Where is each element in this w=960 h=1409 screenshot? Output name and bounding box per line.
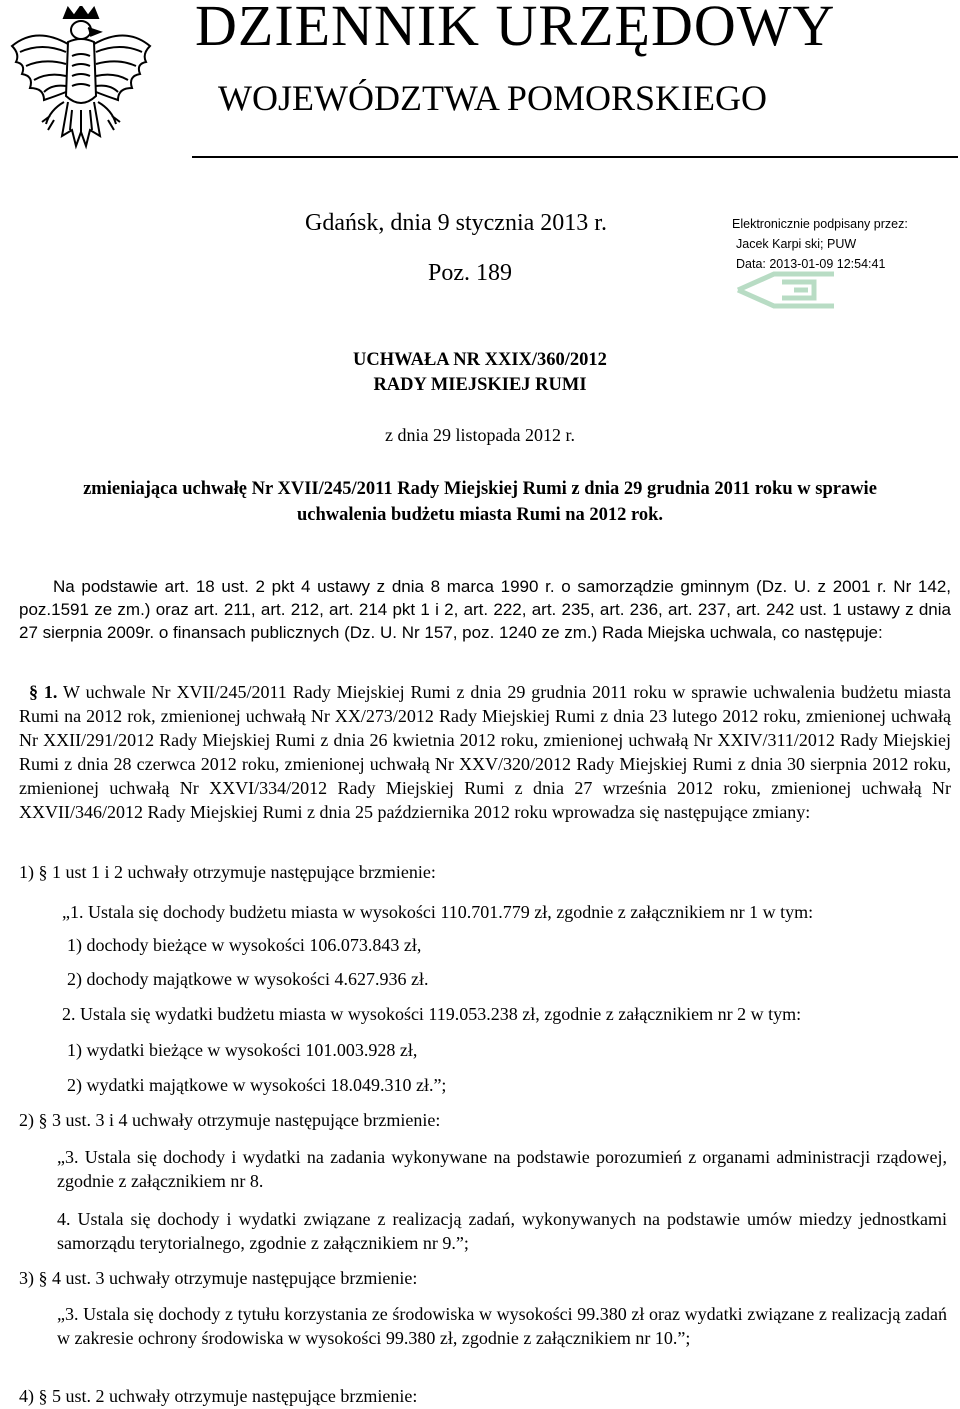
resolution-subject-line-1: zmieniająca uchwałę Nr XVII/245/2011 Rady Miejskiej Rumi z dnia 29 grudnia 2011 roku w sprawie: [83, 479, 877, 499]
publication-date: Gdańsk, dnia 9 stycznia 2013 r.: [305, 210, 607, 236]
change-2-item-b: 2) wydatki majątkowe w wysokości 18.049.310 zł.”;: [67, 1075, 447, 1095]
section-1: [19, 680, 951, 824]
change-2-paragraph-4: 4. Ustala się dochody i wydatki związane z realizacją zadań, wykonywanych na podstawie umów miedzy jednostkami samorządu terytorialnego, zgodnie z załącznikiem nr 9.”;: [57, 1209, 947, 1253]
signature-label: Elektronicznie podpisany przez:: [732, 217, 908, 231]
change-1-item-b: 2) dochody majątkowe w wysokości 4.627.936 zł.: [67, 969, 429, 989]
electronic-signature: [732, 214, 952, 274]
position-number: Poz. 189: [428, 260, 512, 286]
change-2: 2) § 3 ust. 3 i 4 uchwały otrzymuje następujące brzmienie:: [19, 1110, 441, 1130]
resolution-subject-line-2: uchwalenia budżetu miasta Rumi na 2012 rok.: [296, 505, 664, 525]
section-1-lead: § 1.: [29, 682, 58, 702]
change-4: 4) § 5 ust. 2 uchwały otrzymuje następujące brzmienie:: [19, 1386, 418, 1406]
change-1-paragraph-1: „1. Ustala się dochody budżetu miasta w wysokości 110.701.779 zł, zgodnie z załącznikiem nr 1 w tym:: [62, 902, 814, 922]
resolution-issuer: RADY MIEJSKIEJ RUMI: [373, 375, 587, 395]
journal-title: DZIENNIK URZĘDOWY: [195, 0, 836, 58]
signature-signer: Jacek Karpi ski; PUW: [736, 237, 857, 251]
change-2-item-a: 1) wydatki bieżące w wysokości 101.003.928 zł,: [67, 1040, 418, 1060]
resolution-number: UCHWAŁA NR XXIX/360/2012: [353, 350, 607, 370]
header-rule: [192, 156, 958, 158]
change-1: 1) § 1 ust 1 i 2 uchwały otrzymuje następujące brzmienie:: [19, 862, 436, 882]
change-3-paragraph-3: „3. Ustala się dochody z tytułu korzystania ze środowiska w wysokości 99.380 zł oraz wydatki związane z realizacją zadań w zakresie ochrony środowiska w wysokości 99.380 zł, zgodnie z załącznikiem nr 10.”;: [57, 1304, 947, 1348]
section-1-text: W uchwale Nr XVII/245/2011 Rady Miejskiej Rumi z dnia 29 grudnia 2011 roku w sprawie uchwalenia budżetu miasta Rumi na 2012 rok, zmienionej uchwałą Nr XX/273/2012 Rady Miejskiej Rumi z dnia 23 lutego 2012 roku, zmienionej uchwałą Nr XXII/291/2012 Rady Miejskiej Rumi z dnia 26 kwietnia 2012 roku, zmienionej uchwałą Nr XXIV/311/2012 Rady Miejskiej Rumi z dnia 28 czerwca 2012 roku, zmienionej uchwałą Nr XXV/320/2012 Rady Miejskiej Rumi z dnia 30 sierpnia 2012 roku, zmienionej uchwałą Nr XXVI/334/2012 Rady Miejskiej Rumi z dnia 27 września 2012 roku, zmienionej uchwałą Nr XXVII/346/2012 Rady Miejskiej Rumi z dnia 25 października 2012 roku wprowadza się następujące zmiany:: [19, 682, 951, 822]
polish-eagle-emblem: [6, 6, 156, 176]
preamble: Na podstawie art. 18 ust. 2 pkt 4 ustawy z dnia 8 marca 1990 r. o samorządzie gminnym (Dz. U. z 2001 r. Nr 142, poz.1591 ze zm.) oraz art. 211, art. 212, art. 214 pkt 1 i 2, art. 222, art. 235, art. 236, art. 237, art. 242 ust. 1 ustawy z dnia 27 sierpnia 2009r. o finansach publicznych (Dz. U. Nr 157, poz. 1240 ze zm.) Rada Miejska uchwala, co następuje:: [19, 577, 951, 642]
change-1-paragraph-2: 2. Ustala się wydatki budżetu miasta w wysokości 119.053.238 zł, zgodnie z załącznikiem nr 2 w tym:: [62, 1004, 802, 1024]
change-3: 3) § 4 ust. 3 uchwały otrzymuje następujące brzmienie:: [19, 1268, 418, 1288]
change-1-item-a: 1) dochody bieżące w wysokości 106.073.843 zł,: [67, 935, 422, 955]
journal-subtitle: WOJEWÓDZTWA POMORSKIEGO: [218, 78, 767, 118]
signature-date: Data: 2013-01-09 12:54:41: [736, 257, 886, 271]
change-2-paragraph-3: „3. Ustala się dochody i wydatki na zadania wykonywane na podstawie porozumień z organami administracji rządowej, zgodnie z załącznikiem nr 8.: [57, 1147, 947, 1191]
resolution-date: z dnia 29 listopada 2012 r.: [385, 425, 575, 445]
signature-logo-icon: [734, 270, 844, 310]
